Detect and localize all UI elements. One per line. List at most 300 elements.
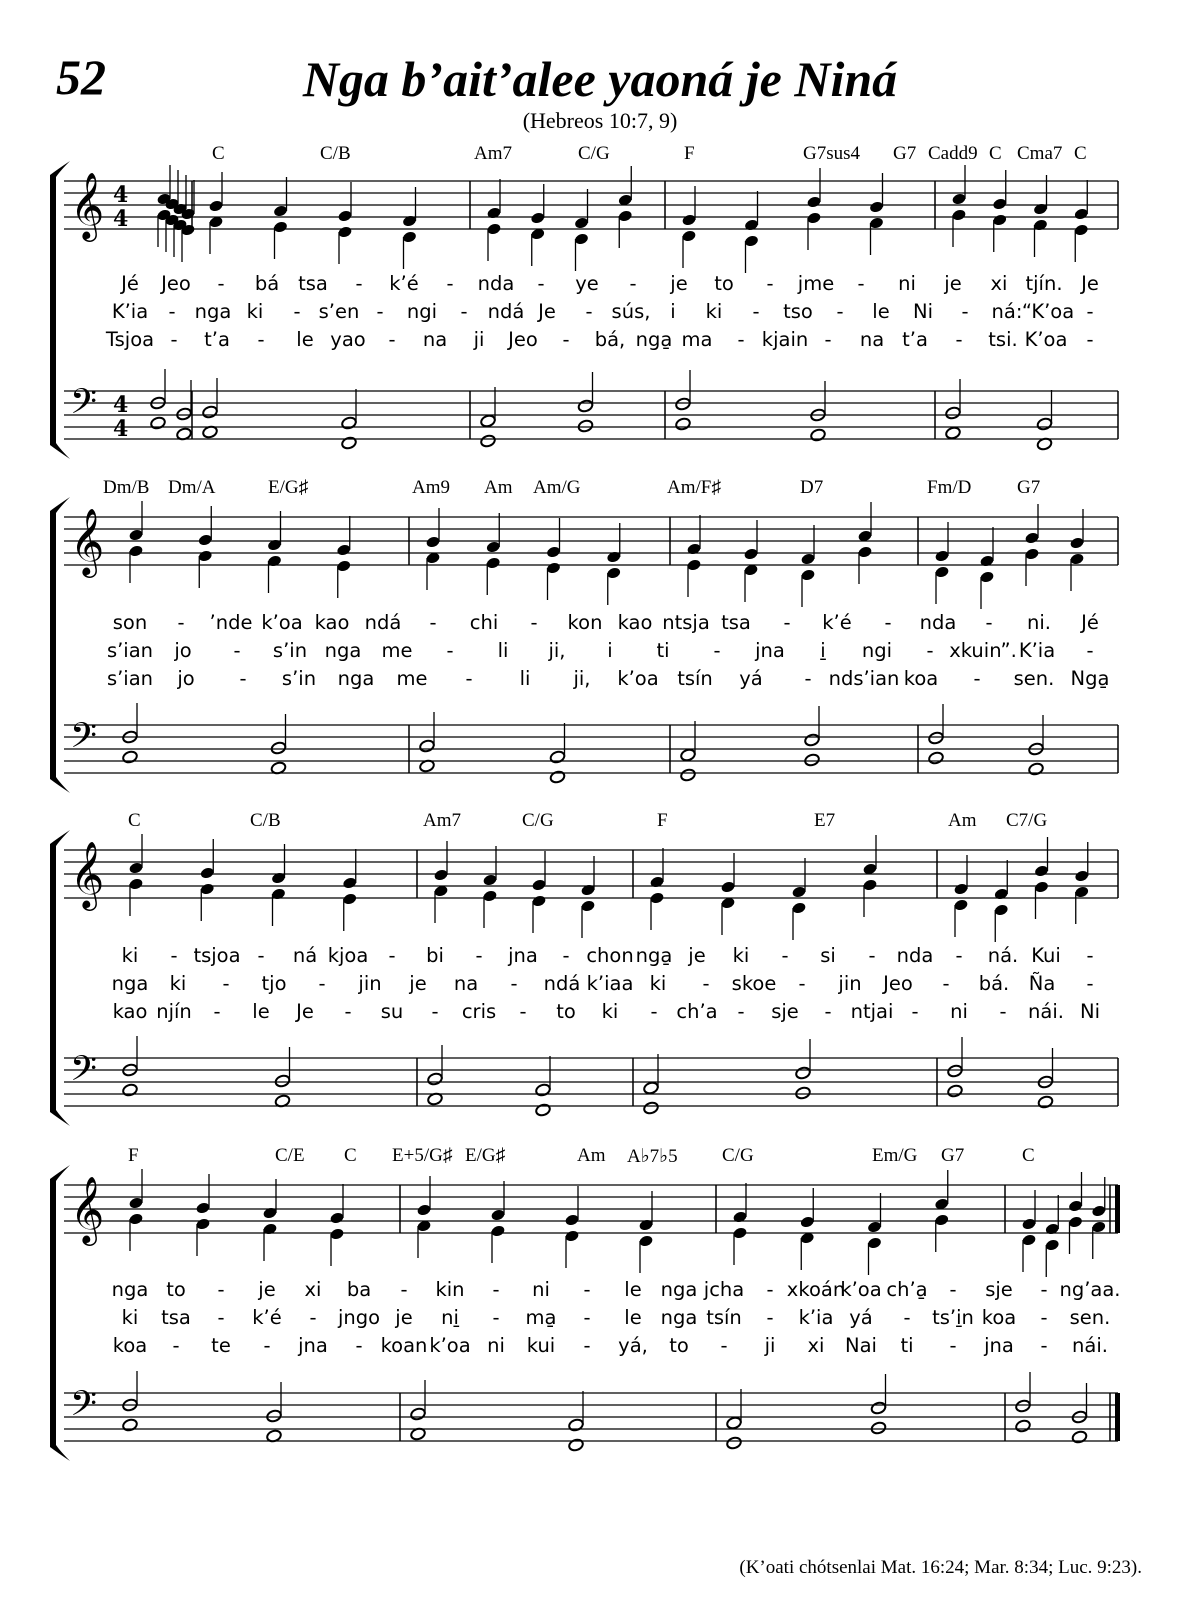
- lyric-syllable: koa: [981, 1306, 1017, 1329]
- lyric-syllable: s’in: [281, 667, 317, 690]
- lyric-syllable: s’en: [318, 300, 360, 323]
- lyric-syllable: -: [766, 1278, 774, 1301]
- lyric-syllable: koan: [380, 1334, 428, 1357]
- lyric-syllable: -: [400, 1278, 408, 1301]
- chord-symbol: C: [128, 810, 141, 831]
- scripture-reference: (Hebreos 10:7, 9): [522, 108, 678, 133]
- bass-time-numerator: 4: [113, 392, 129, 418]
- lyric-syllable: -: [766, 272, 774, 295]
- bass-time-denominator: 4: [113, 416, 129, 442]
- lyric-syllable: jna: [298, 1334, 328, 1357]
- chord-symbol: C/G: [522, 810, 554, 831]
- lyric-syllable: “K’oa: [1021, 300, 1075, 323]
- chord-symbol: C/B: [250, 810, 281, 831]
- bass-half-note: [419, 739, 436, 753]
- final-barline-thick: [1115, 1185, 1120, 1233]
- lyric-syllable: nga: [324, 639, 362, 662]
- lyric-syllable: ngi: [861, 639, 893, 662]
- lyric-syllable: le: [624, 1306, 642, 1329]
- lyric-syllable: t’a: [902, 328, 928, 351]
- lyric-syllable: skoe: [731, 972, 777, 995]
- lyric-syllable: ti: [656, 639, 670, 662]
- lyric-syllable: -: [309, 1306, 317, 1329]
- lyric-syllable: -: [172, 1334, 180, 1357]
- treble-time-denominator: 4: [113, 206, 129, 232]
- lyric-syllable: ngi: [406, 300, 438, 323]
- lyric-syllable: xkuin”.: [949, 639, 1017, 662]
- chord-symbol: Am/G: [533, 477, 581, 498]
- lyric-syllable: xi: [990, 272, 1008, 295]
- lyric-syllable: kui: [526, 1334, 556, 1357]
- lyric-syllable: -: [737, 328, 745, 351]
- lyric-syllable: koa: [112, 1334, 148, 1357]
- lyric-syllable: yá,: [618, 1334, 648, 1357]
- lyric-syllable: -: [293, 300, 301, 323]
- lyric-syllable: nga: [111, 1278, 149, 1301]
- lyric-syllable: -: [1040, 1278, 1048, 1301]
- lyric-syllable: Nga̱: [1070, 667, 1110, 690]
- chord-symbol: Dm/B: [103, 477, 150, 498]
- chord-symbol: Cadd9: [928, 143, 978, 164]
- lyric-syllable: sús,: [611, 300, 651, 323]
- lyric-syllable: na: [453, 972, 479, 995]
- lyric-syllable: je: [688, 944, 706, 967]
- lyric-syllable: -: [1086, 972, 1094, 995]
- bass-half-note: [427, 1072, 444, 1086]
- lyric-syllable: -: [583, 1278, 591, 1301]
- lyric-syllable: ye: [575, 272, 599, 295]
- bass-half-note: [568, 1438, 585, 1452]
- lyric-syllable: -: [170, 944, 178, 967]
- lyric-syllable: ndá: [364, 611, 402, 634]
- lyric-syllable: le: [872, 300, 890, 323]
- lyric-syllable: -: [824, 328, 832, 351]
- lyric-syllable: -: [702, 972, 710, 995]
- bass-half-note: [947, 1064, 964, 1078]
- bass-half-note: [150, 416, 167, 430]
- lyric-syllable: -: [537, 272, 545, 295]
- lyric-syllable: tsi.: [988, 328, 1018, 351]
- lyric-syllable: -: [955, 944, 963, 967]
- lyric-syllable: -: [344, 1000, 352, 1023]
- lyric-syllable: jna: [508, 944, 538, 967]
- lyric-syllable: -: [1040, 1334, 1048, 1357]
- bass-half-note: [795, 1086, 812, 1100]
- lyric-syllable: ki: [121, 944, 139, 967]
- lyric-syllable: -: [752, 300, 760, 323]
- lyric-syllable: tso: [783, 300, 813, 323]
- chord-symbol: Am7: [474, 143, 512, 164]
- lyric-syllable: -: [530, 611, 538, 634]
- lyric-syllable: -: [465, 667, 473, 690]
- chord-symbol: C: [212, 143, 225, 164]
- lyric-syllable: xi: [304, 1278, 322, 1301]
- system-bracket: [50, 1179, 56, 1447]
- lyric-syllable: nga: [111, 972, 149, 995]
- chord-symbol: C: [1074, 143, 1087, 164]
- lyric-syllable: Jé: [1081, 611, 1099, 634]
- bass-half-note: [122, 750, 139, 764]
- lyric-syllable: -: [650, 1000, 658, 1023]
- lyric-syllable: -: [318, 972, 326, 995]
- lyric-syllable: jin: [838, 972, 862, 995]
- lyric-syllable: -: [460, 300, 468, 323]
- lyric-syllable: k’oa: [429, 1334, 471, 1357]
- lyric-syllable: -: [233, 639, 241, 662]
- chord-symbol: E+5/G♯: [392, 1145, 453, 1166]
- chord-symbol: A♭7♭5: [627, 1146, 678, 1167]
- bass-half-note: [577, 419, 594, 433]
- lyric-syllable: son: [112, 611, 148, 634]
- lyric-syllable: ji: [764, 1334, 776, 1357]
- lyric-syllable: na: [859, 328, 885, 351]
- lyric-syllable: tjo: [261, 972, 287, 995]
- lyric-syllable: -: [222, 972, 230, 995]
- chord-symbol: Am: [484, 477, 513, 498]
- lyric-syllable: -: [217, 1306, 225, 1329]
- bass-half-note: [675, 417, 692, 431]
- lyric-syllable: K’ia: [111, 300, 149, 323]
- lyric-syllable: nái.: [1072, 1334, 1108, 1357]
- bass-half-note: [804, 753, 821, 767]
- lyric-syllable: nda: [896, 944, 934, 967]
- lyric-syllable: -: [798, 972, 806, 995]
- bracket-bottom-hook: [50, 777, 70, 793]
- bass-half-note: [726, 1416, 743, 1430]
- lyric-syllable: chon: [586, 944, 634, 967]
- bass-half-note: [535, 1083, 552, 1097]
- bracket-top-hook: [50, 497, 70, 513]
- lyric-syllable: jngo: [337, 1306, 381, 1329]
- chord-symbol: C7/G: [1006, 810, 1048, 831]
- lyric-syllable: -: [955, 328, 963, 351]
- lyric-syllable: ch’a: [676, 1000, 718, 1023]
- lyric-syllable: k’oa: [617, 667, 659, 690]
- lyric-syllable: nga̱: [635, 944, 673, 967]
- bass-half-note: [680, 768, 697, 782]
- lyric-syllable: ji,: [573, 667, 591, 690]
- lyric-syllable: -: [263, 1334, 271, 1357]
- system-bracket: [50, 844, 56, 1112]
- lyric-syllable: to: [556, 1000, 576, 1023]
- lyric-syllable: si: [820, 944, 836, 967]
- lyric-syllable: ti: [900, 1334, 914, 1357]
- lyric-syllable: tsa: [298, 272, 328, 295]
- lyric-syllable: -: [903, 1306, 911, 1329]
- lyric-syllable: ma: [681, 328, 713, 351]
- lyric-syllable: me: [396, 667, 428, 690]
- chord-symbol: E/G♯: [465, 1145, 506, 1166]
- bass-half-note: [1037, 1095, 1054, 1109]
- lyric-syllable: -: [942, 972, 950, 995]
- lyric-syllable: kjain: [761, 328, 809, 351]
- lyric-syllable: -: [713, 639, 721, 662]
- bass-half-note: [535, 1103, 552, 1117]
- lyric-syllable: ná:: [991, 300, 1023, 323]
- lyric-syllable: i: [607, 639, 613, 662]
- lyric-syllable: ni.: [1027, 611, 1051, 634]
- lyric-syllable: -: [492, 1278, 500, 1301]
- lyric-syllable: jna: [984, 1334, 1014, 1357]
- treble-time-numerator: 4: [113, 182, 129, 208]
- lyric-syllable: -: [804, 667, 812, 690]
- lyric-syllable: -: [257, 944, 265, 967]
- lyric-syllable: sen.: [1013, 667, 1055, 690]
- bass-half-note: [549, 750, 566, 764]
- lyric-syllable: kon: [567, 611, 603, 634]
- lyric-syllable: ki: [121, 1306, 139, 1329]
- lyric-syllable: nga̱: [635, 328, 673, 351]
- lyric-syllable: kao: [314, 611, 350, 634]
- lyric-syllable: t’a: [204, 328, 230, 351]
- chord-symbol: Am7: [423, 810, 461, 831]
- lyric-syllable: Je: [538, 300, 556, 323]
- bass-half-note: [1015, 1419, 1032, 1433]
- lyric-syllable: le: [296, 328, 314, 351]
- chord-symbol: F: [128, 1145, 139, 1166]
- lyric-syllable: chi: [469, 611, 499, 634]
- lyric-syllable: ma̱: [525, 1306, 557, 1329]
- lyric-syllable: -: [431, 1000, 439, 1023]
- bass-half-note: [480, 434, 497, 448]
- lyric-syllable: Jeo: [508, 328, 538, 351]
- lyric-syllable: -: [1040, 1306, 1048, 1329]
- bass-half-note: [870, 1401, 887, 1415]
- bass-half-note: [122, 1083, 139, 1097]
- bass-half-note: [947, 1084, 964, 1098]
- bracket-top-hook: [50, 161, 70, 177]
- bass-clef-icon: 𝄢: [70, 381, 98, 430]
- bass-half-note: [274, 1074, 291, 1088]
- lyric-syllable: -: [177, 611, 185, 634]
- lyric-syllable: -: [355, 272, 363, 295]
- lyric-syllable: k’é: [822, 611, 852, 634]
- lyric-syllable: -: [376, 300, 384, 323]
- lyric-syllable: kao: [617, 611, 653, 634]
- lyric-syllable: koa: [903, 667, 939, 690]
- lyric-syllable: -: [720, 1334, 728, 1357]
- chord-symbol: F: [657, 810, 668, 831]
- lyric-syllable: ni: [532, 1278, 550, 1301]
- lyric-syllable: to: [166, 1278, 186, 1301]
- final-barline-thick: [1115, 1393, 1120, 1441]
- lyric-syllable: ki: [246, 300, 264, 323]
- lyric-syllable: sje: [771, 1000, 799, 1023]
- lyric-syllable: -: [217, 1278, 225, 1301]
- hymn-title: Nga b’ait’alee yaoná je Niná: [302, 51, 898, 107]
- lyric-syllable: ndá: [487, 300, 525, 323]
- lyric-syllable: xkoán: [786, 1278, 846, 1301]
- bass-half-note: [176, 407, 193, 421]
- lyric-syllable: li: [519, 667, 531, 690]
- lyric-syllable: -: [926, 639, 934, 662]
- lyric-syllable: nga: [194, 300, 232, 323]
- lyric-syllable: bá.: [978, 972, 1010, 995]
- lyric-syllable: Jé: [121, 272, 139, 295]
- chord-symbol: C/B: [320, 143, 351, 164]
- lyric-syllable: ntsja: [662, 611, 710, 634]
- lyric-syllable: ki: [169, 972, 187, 995]
- lyric-syllable: ki: [649, 972, 667, 995]
- lyric-syllable: nái.: [1028, 1000, 1064, 1023]
- chord-symbol: Am: [577, 1145, 606, 1166]
- lyric-syllable: Jeo: [883, 972, 913, 995]
- lyric-syllable: -: [737, 1000, 745, 1023]
- bass-half-note: [643, 1081, 660, 1095]
- lyric-syllable: -: [911, 1000, 919, 1023]
- lyric-syllable: s’ian: [106, 667, 154, 690]
- lyric-syllable: -: [562, 944, 570, 967]
- lyric-syllable: bá,: [594, 328, 626, 351]
- lyric-syllable: -: [583, 1306, 591, 1329]
- lyric-syllable: -: [857, 272, 865, 295]
- lyric-syllable: -: [446, 639, 454, 662]
- lyric-syllable: k’ia: [798, 1306, 834, 1329]
- bass-clef-icon: 𝄢: [70, 715, 98, 764]
- system-bracket: [50, 175, 56, 445]
- lyric-syllable: ch’a̱: [886, 1278, 928, 1301]
- lyric-syllable: ni: [898, 272, 916, 295]
- chord-symbol: C/G: [722, 1145, 754, 1166]
- lyric-syllable: -: [475, 944, 483, 967]
- bass-clef-icon: 𝄢: [70, 1383, 98, 1432]
- chord-symbol: G7: [893, 143, 917, 164]
- lyric-syllable: -: [1086, 639, 1094, 662]
- lyric-syllable: k’iaa: [586, 972, 634, 995]
- lyric-syllable: k’é: [389, 272, 419, 295]
- lyric-syllable: Ña: [1028, 972, 1056, 995]
- chord-symbol: E7: [814, 810, 836, 831]
- lyric-syllable: -: [388, 328, 396, 351]
- lyric-syllable: -: [783, 611, 791, 634]
- lyric-syllable: nda: [919, 611, 957, 634]
- chord-symbol: Am/F♯: [667, 477, 721, 498]
- lyric-syllable: Je: [296, 1000, 314, 1023]
- lyric-syllable: te: [211, 1334, 231, 1357]
- lyric-syllable: -: [429, 611, 437, 634]
- lyric-syllable: nga: [337, 667, 375, 690]
- lyric-syllable: je: [670, 272, 688, 295]
- chord-symbol: Fm/D: [927, 477, 972, 498]
- bass-half-note: [480, 414, 497, 428]
- lyric-syllable: -: [629, 272, 637, 295]
- lyric-syllable: li: [497, 639, 509, 662]
- lyric-syllable: s’ian: [106, 639, 154, 662]
- bass-half-note: [122, 1418, 139, 1432]
- lyric-syllable: -: [999, 1000, 1007, 1023]
- lyric-syllable: na: [422, 328, 448, 351]
- bass-half-note: [410, 1407, 427, 1421]
- lyric-syllable: ng’aa.: [1059, 1278, 1121, 1301]
- lyric-syllable: -: [217, 272, 225, 295]
- lyric-syllable: yá: [739, 667, 763, 690]
- treble-clef-icon: 𝄞: [70, 171, 105, 239]
- chord-symbol: G7: [941, 1145, 965, 1166]
- bass-half-note: [1036, 417, 1053, 431]
- lyric-syllable: ji,: [548, 639, 566, 662]
- chord-symbol: E/G♯: [268, 477, 309, 498]
- lyric-syllable: tsín: [706, 1306, 742, 1329]
- chord-symbol: F: [684, 143, 695, 164]
- chord-symbol: Am: [948, 810, 977, 831]
- lyric-syllable: kao: [112, 1000, 148, 1023]
- lyric-syllable: k’é: [252, 1306, 282, 1329]
- treble-clef-icon: 𝄞: [70, 1175, 105, 1243]
- bass-half-note: [1015, 1399, 1032, 1413]
- bass-half-note: [928, 751, 945, 765]
- lyric-syllable: k’oa: [261, 611, 303, 634]
- chord-symbol: C/G: [578, 143, 610, 164]
- lyric-syllable: -: [824, 1000, 832, 1023]
- bass-half-note: [266, 1409, 283, 1423]
- chord-symbol: C/E: [275, 1145, 305, 1166]
- lyric-syllable: jna: [755, 639, 785, 662]
- lyric-syllable: cris: [461, 1000, 497, 1023]
- bass-half-note: [680, 748, 697, 762]
- lyric-syllable: le: [624, 1278, 642, 1301]
- bass-half-note: [577, 399, 594, 413]
- lyric-syllable: tsjoa: [193, 944, 241, 967]
- bass-half-note: [945, 426, 962, 440]
- lyric-syllable: tsín: [677, 667, 713, 690]
- lyric-syllable: -: [168, 300, 176, 323]
- lyric-syllable: nga: [660, 1278, 698, 1301]
- bass-half-note: [804, 733, 821, 747]
- lyric-syllable: ndá: [543, 972, 581, 995]
- lyric-syllable: je: [395, 1306, 413, 1329]
- lyric-syllable: ni: [950, 1000, 968, 1023]
- bass-half-note: [675, 397, 692, 411]
- lyric-syllable: -: [766, 1306, 774, 1329]
- lyric-syllable: -: [1086, 300, 1094, 323]
- lyric-syllable: xi: [807, 1334, 825, 1357]
- lyric-syllable: s’in: [272, 639, 308, 662]
- lyric-syllable: je: [258, 1278, 276, 1301]
- chord-symbol: C: [1022, 1145, 1035, 1166]
- bass-half-note: [270, 741, 287, 755]
- lyric-syllable: -: [519, 1000, 527, 1023]
- lyric-syllable: ki: [705, 300, 723, 323]
- lyric-syllable: ki: [601, 1000, 619, 1023]
- lyric-syllable: ni: [487, 1334, 505, 1357]
- bracket-top-hook: [50, 1165, 70, 1181]
- lyric-syllable: Kui: [1031, 944, 1061, 967]
- lyric-syllable: -: [510, 972, 518, 995]
- lyric-syllable: -: [213, 1000, 221, 1023]
- lyric-syllable: je: [944, 272, 962, 295]
- bass-clef-icon: 𝄢: [70, 1048, 98, 1097]
- lyric-syllable: i̱: [820, 639, 826, 662]
- lyric-syllable: -: [446, 272, 454, 295]
- bass-half-note: [726, 1436, 743, 1450]
- lyric-syllable: me: [381, 639, 413, 662]
- chord-symbol: D7: [800, 477, 824, 498]
- bracket-top-hook: [50, 830, 70, 846]
- lyric-syllable: tsa: [721, 611, 751, 634]
- bracket-bottom-hook: [50, 1110, 70, 1126]
- lyric-syllable: -: [585, 300, 593, 323]
- lyric-syllable: to: [714, 272, 734, 295]
- lyric-syllable: kin: [435, 1278, 465, 1301]
- lyric-syllable: -: [961, 300, 969, 323]
- bass-half-note: [810, 428, 827, 442]
- bass-half-note: [643, 1101, 660, 1115]
- lyric-syllable: ts’i̱n: [932, 1306, 974, 1329]
- bass-half-note: [1071, 1430, 1088, 1444]
- lyric-syllable: -: [239, 667, 247, 690]
- lyric-syllable: Tsjoa: [105, 328, 155, 351]
- bass-half-note: [202, 405, 219, 419]
